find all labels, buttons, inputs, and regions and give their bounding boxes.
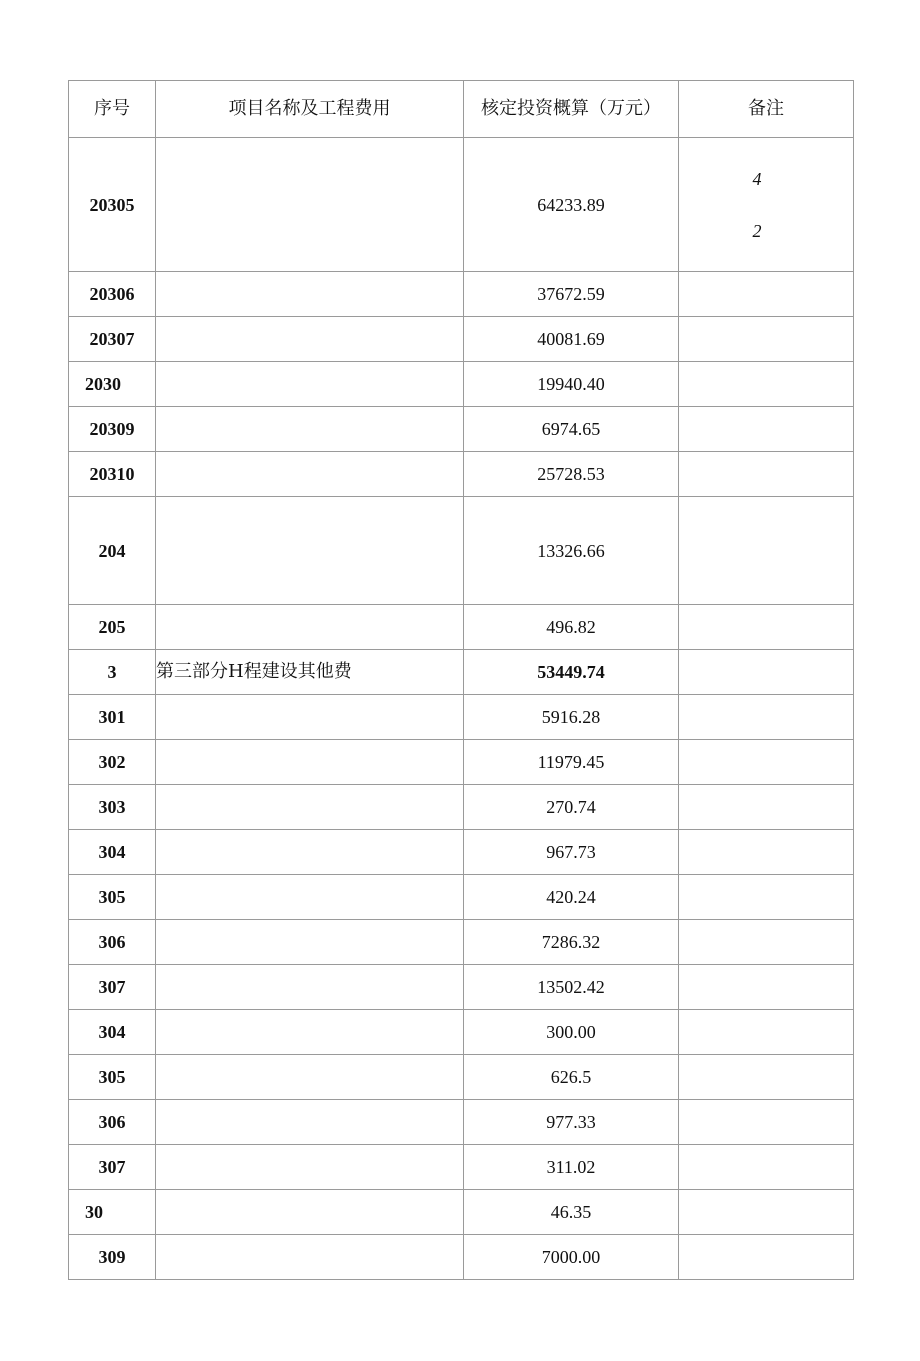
- row-no: 20309: [69, 407, 156, 452]
- row-name: [156, 785, 464, 830]
- row-note: [679, 407, 854, 452]
- row-name: [156, 1055, 464, 1100]
- row-amount: 11979.45: [464, 740, 679, 785]
- row-note: [679, 830, 854, 875]
- row-no: 20310: [69, 452, 156, 497]
- row-note: [679, 1190, 854, 1235]
- row-amount: 53449.74: [464, 650, 679, 695]
- row-note: [679, 362, 854, 407]
- row-amount: 13502.42: [464, 965, 679, 1010]
- row-note: [679, 317, 854, 362]
- row-amount: 420.24: [464, 875, 679, 920]
- row-amount: 626.5: [464, 1055, 679, 1100]
- row-name: [156, 1145, 464, 1190]
- row-no: 305: [69, 875, 156, 920]
- table-row: [69, 497, 854, 605]
- row-name: [156, 272, 464, 317]
- row-amount: 37672.59: [464, 272, 679, 317]
- row-amount: 496.82: [464, 605, 679, 650]
- row-amount: 13326.66: [464, 497, 679, 605]
- table-row: [69, 317, 854, 362]
- row-note: [679, 138, 854, 272]
- row-no: 306: [69, 1100, 156, 1145]
- row-amount: 25728.53: [464, 452, 679, 497]
- table-row: [69, 1100, 854, 1145]
- row-note: [679, 272, 854, 317]
- row-no: 304: [69, 830, 156, 875]
- budget-table: [68, 80, 854, 1280]
- row-note: [679, 1010, 854, 1055]
- table-row: [69, 1190, 854, 1235]
- table-row: [69, 785, 854, 830]
- row-name: [156, 1100, 464, 1145]
- row-note: [679, 965, 854, 1010]
- row-note: [679, 1055, 854, 1100]
- row-name: [156, 497, 464, 605]
- row-note: [679, 1145, 854, 1190]
- row-note: [679, 875, 854, 920]
- row-no: 20307: [69, 317, 156, 362]
- row-no: 301: [69, 695, 156, 740]
- table-row: [69, 605, 854, 650]
- row-note: [679, 650, 854, 695]
- row-no: 302: [69, 740, 156, 785]
- row-note: [679, 785, 854, 830]
- row-amount: 19940.40: [464, 362, 679, 407]
- table-row: [69, 138, 854, 272]
- table-row: [69, 272, 854, 317]
- note-mark-2: 2: [752, 220, 762, 241]
- row-name: [156, 695, 464, 740]
- row-note: [679, 497, 854, 605]
- row-name: [156, 965, 464, 1010]
- row-no: 30: [69, 1190, 156, 1235]
- table-row: [69, 875, 854, 920]
- row-no: 307: [69, 1145, 156, 1190]
- row-note: [679, 1235, 854, 1280]
- table-row: [69, 920, 854, 965]
- row-no: 305: [69, 1055, 156, 1100]
- header-no: 序号: [69, 81, 156, 138]
- row-no: 3: [69, 650, 156, 695]
- table-row: [69, 1235, 854, 1280]
- row-name: [156, 740, 464, 785]
- row-amount: 7000.00: [464, 1235, 679, 1280]
- row-name: [156, 830, 464, 875]
- table-row: [69, 452, 854, 497]
- row-amount: 967.73: [464, 830, 679, 875]
- row-amount: 5916.28: [464, 695, 679, 740]
- row-amount: 311.02: [464, 1145, 679, 1190]
- row-no: 20305: [69, 138, 156, 272]
- row-note: [679, 605, 854, 650]
- table-row: [69, 830, 854, 875]
- row-note: [679, 452, 854, 497]
- row-note: [679, 920, 854, 965]
- row-name: [156, 1190, 464, 1235]
- row-amount: 300.00: [464, 1010, 679, 1055]
- table-row: [69, 695, 854, 740]
- header-note: 备注: [679, 81, 854, 138]
- row-name: [156, 875, 464, 920]
- row-amount: 977.33: [464, 1100, 679, 1145]
- row-no: 204: [69, 497, 156, 605]
- row-no: 2030: [69, 362, 156, 407]
- row-name: [156, 920, 464, 965]
- row-no: 309: [69, 1235, 156, 1280]
- row-name: [156, 407, 464, 452]
- row-amount: 40081.69: [464, 317, 679, 362]
- row-name: [156, 317, 464, 362]
- header-amount: 核定投资概算（万元）: [464, 81, 679, 138]
- table-header-row: [69, 81, 854, 138]
- row-no: 306: [69, 920, 156, 965]
- table-row: [69, 1055, 854, 1100]
- table-row: [69, 362, 854, 407]
- row-no: 20306: [69, 272, 156, 317]
- table-row: [69, 407, 854, 452]
- table-row: [69, 1010, 854, 1055]
- row-name: 第三部分H程建设其他费: [156, 650, 464, 695]
- header-name: 项目名称及工程费用: [156, 81, 464, 138]
- row-no: 307: [69, 965, 156, 1010]
- note-mark-1: 4: [752, 168, 762, 189]
- row-no: 304: [69, 1010, 156, 1055]
- row-note: [679, 695, 854, 740]
- row-name: [156, 138, 464, 272]
- row-no: 205: [69, 605, 156, 650]
- row-name: [156, 362, 464, 407]
- table-row: [69, 740, 854, 785]
- table-row: [69, 965, 854, 1010]
- row-amount: 64233.89: [464, 138, 679, 272]
- row-name: [156, 1010, 464, 1055]
- row-note: [679, 740, 854, 785]
- row-no: 303: [69, 785, 156, 830]
- row-amount: 6974.65: [464, 407, 679, 452]
- table-row: [69, 1145, 854, 1190]
- row-name: [156, 452, 464, 497]
- row-amount: 46.35: [464, 1190, 679, 1235]
- row-name: [156, 605, 464, 650]
- row-amount: 7286.32: [464, 920, 679, 965]
- table-row: [69, 650, 854, 695]
- row-name: [156, 1235, 464, 1280]
- row-amount: 270.74: [464, 785, 679, 830]
- row-note: [679, 1100, 854, 1145]
